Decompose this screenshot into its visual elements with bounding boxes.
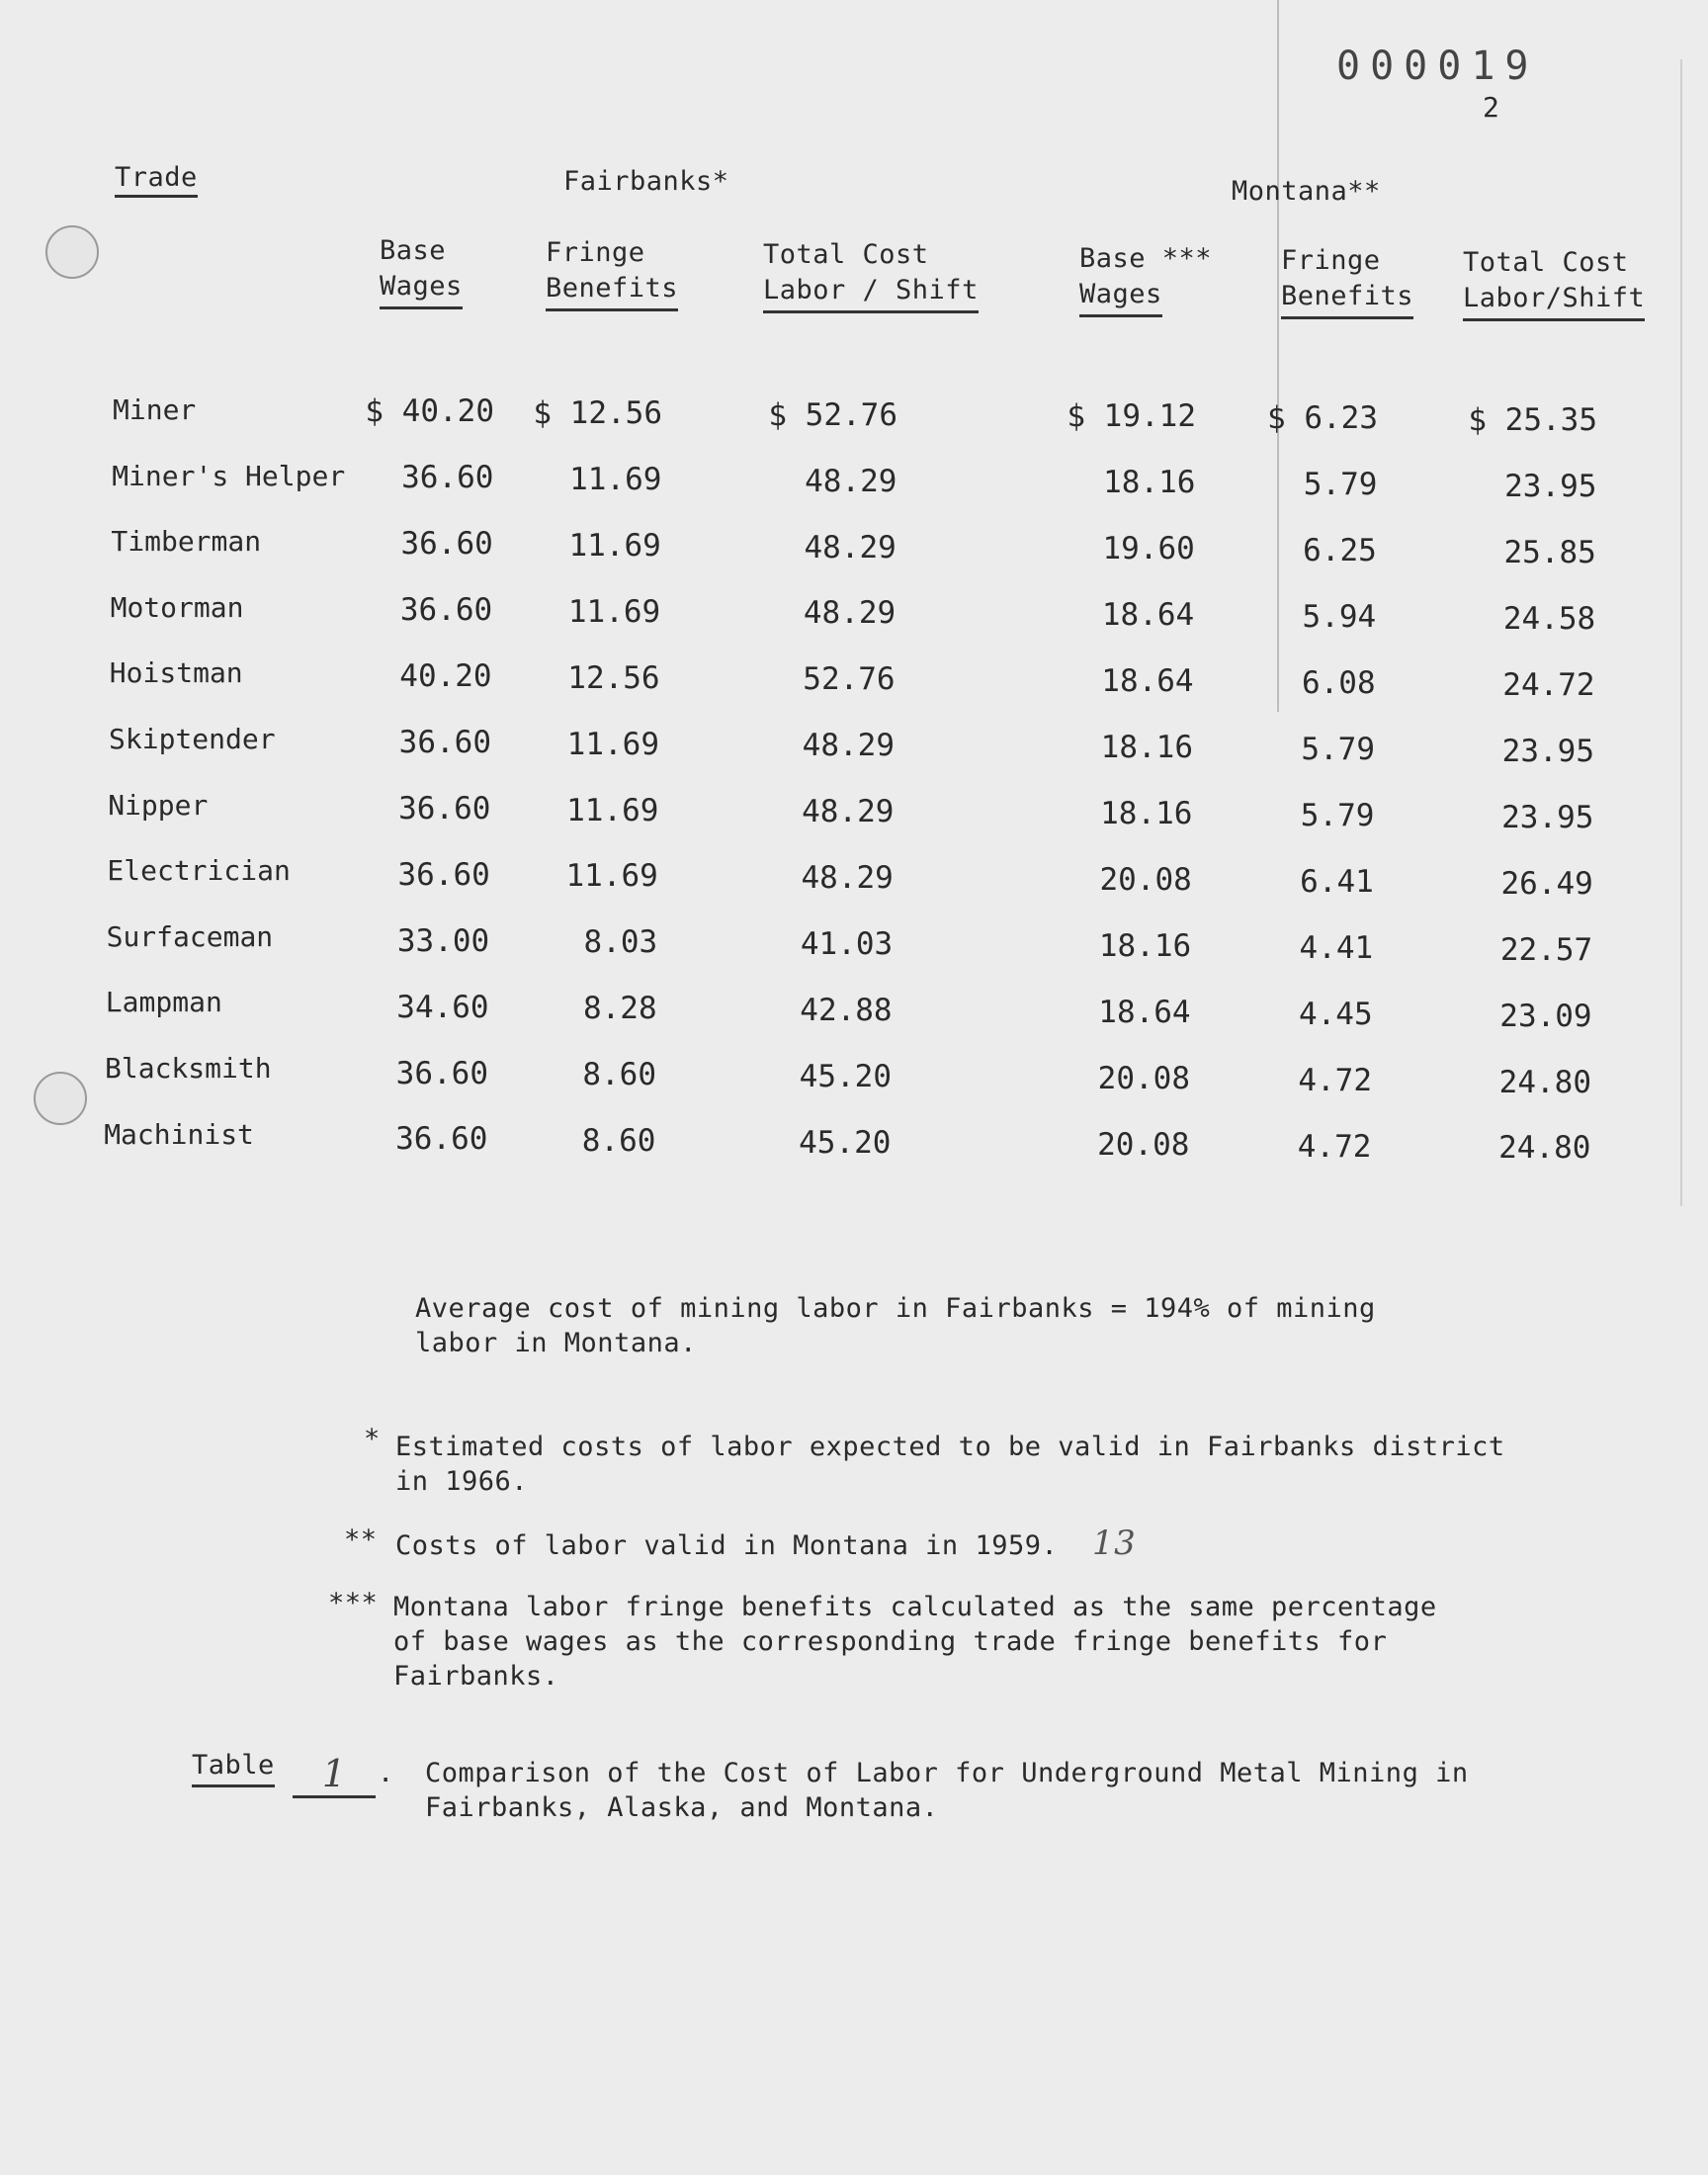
footnote-1-line1: Estimated costs of labor expected to be valid in Fairbanks district [395,1432,1505,1462]
mt-total-value: 24.80 [1498,1130,1591,1167]
footnote-2-mark: ** [344,1524,378,1555]
footnote-1-text [395,1430,1505,1499]
fb-base-value: 34.60 [396,989,489,1025]
fb-total-value: 41.03 [800,926,894,963]
mt-fringe-value: 6.25 [1303,533,1377,569]
fb-base-value: 40.20 [399,657,492,694]
fb-fringe-value: 12.56 [567,659,660,696]
trade-name: Timberman [111,525,262,559]
footnote-3-line1: Montana labor fringe benefits calculated as the same percentage [393,1592,1437,1622]
page-number: 2 [1483,91,1500,124]
fb-total-value: 48.29 [802,794,895,830]
trade-name: Miner's Helper [112,459,346,492]
punch-hole-top [45,225,99,279]
mt-fringe-value: 4.41 [1299,929,1374,966]
mt-fringe-value: 5.79 [1303,467,1378,503]
fb-fringe-value: 11.69 [565,858,658,895]
fb-base-value: 36.60 [398,790,491,826]
footnote-1-mark: * [364,1424,381,1454]
mt-fringe-value: 5.79 [1301,731,1375,767]
fold-line [1277,0,1279,712]
fb-fringe-value: 11.69 [566,792,659,828]
average-note-line2: labor in Montana. [415,1328,697,1358]
mt-total-value: 23.09 [1499,998,1592,1034]
mt-base-value: 18.64 [1101,663,1194,700]
fb-base-value: 33.00 [396,922,490,959]
fb-base-value: 36.60 [400,525,493,562]
mt-fringe-value: 4.72 [1297,1128,1372,1165]
mt-base-value: 18.16 [1100,730,1193,766]
trade-name: Nipper [108,788,209,822]
fb-fringe-value: $ 12.56 [533,394,662,431]
footnote-2-text [395,1523,1137,1563]
fb-fringe-value: 11.69 [568,527,661,564]
footnote-2-handwritten: 13 [1091,1523,1137,1563]
mt-fringe-value: 5.94 [1302,599,1377,636]
mt-fringe-header [1281,243,1413,319]
caption-dot: . [378,1758,394,1788]
trade-name: Machinist [104,1117,254,1151]
fb-fringe-value: 8.60 [581,1123,656,1160]
fairbanks-header: Fairbanks* [563,166,729,197]
mt-fringe-header-line2: Benefits [1281,279,1413,319]
fb-fringe-value: 8.60 [582,1057,656,1093]
trade-name: Electrician [107,854,291,888]
mt-base-value: $ 19.12 [1067,398,1196,435]
mt-base-header [1079,241,1212,317]
fb-fringe-value: 8.28 [582,991,657,1027]
mt-fringe-value: 4.45 [1298,996,1373,1032]
footnote-3-line3: Fairbanks. [393,1661,559,1692]
fb-base-header [380,233,463,309]
mt-total-header [1463,245,1645,321]
footnote-1-line2: in 1966. [395,1466,529,1497]
mt-base-header-line1: Base *** [1079,243,1213,274]
footnote-3-mark: *** [328,1588,379,1618]
mt-base-value: 18.16 [1098,928,1192,964]
fb-base-value: 36.60 [401,459,494,495]
footnote-2-line1: Costs of labor valid in Montana in 1959. [395,1530,1059,1561]
fb-total-value: 45.20 [799,1125,892,1162]
average-note-line1: Average cost of mining labor in Fairbanks = 194% of mining [415,1293,1376,1324]
fb-base-header-line1: Base [380,235,447,266]
mt-total-header-line2: Labor/Shift [1463,281,1645,321]
mt-base-header-line2: Wages [1079,277,1162,317]
page-edge-line [1680,59,1682,1206]
fb-total-value: 48.29 [805,463,897,499]
trade-name: Motorman [110,590,244,624]
fb-total-value: 48.29 [802,728,895,764]
fb-base-value: 36.60 [395,1055,488,1091]
average-note [415,1291,1376,1360]
mt-fringe-header-line1: Fringe [1281,245,1381,276]
mt-base-value: 18.64 [1098,994,1191,1030]
mt-base-value: 18.64 [1101,597,1195,634]
mt-total-value: 24.80 [1498,1064,1591,1100]
mt-total-value: 23.95 [1501,733,1594,769]
mt-fringe-value: 5.79 [1300,797,1375,833]
trade-header: Trade [115,162,198,198]
mt-base-value: 18.16 [1103,465,1196,501]
trade-name: Miner [113,393,197,426]
mt-base-value: 20.08 [1097,1060,1190,1096]
fb-total-value: 52.76 [803,661,896,698]
caption-text [425,1756,1469,1825]
punch-hole-bottom [34,1072,87,1125]
mt-total-value: 23.95 [1504,468,1597,504]
fb-base-value: $ 40.20 [365,393,494,429]
mt-total-value: 24.72 [1502,666,1595,703]
mt-total-header-line1: Total Cost [1463,247,1629,278]
fb-base-value: 36.60 [398,724,491,760]
mt-total-value: 23.95 [1501,799,1594,835]
caption-number-blank [293,1752,376,1798]
mt-fringe-value: 6.08 [1301,665,1376,701]
fb-total-value: 48.29 [803,595,897,632]
fb-fringe-value: 11.69 [567,593,661,630]
mt-base-value: 20.08 [1097,1126,1190,1163]
mt-fringe-value: 6.41 [1300,863,1374,900]
fb-total-header-line1: Total Cost [763,239,929,270]
mt-total-value: 22.57 [1499,931,1593,968]
trade-name: Surfaceman [106,919,274,953]
mt-fringe-value: $ 6.23 [1267,400,1378,437]
fb-base-value: 36.60 [395,1121,488,1158]
fb-fringe-value: 11.69 [566,726,659,762]
trade-name: Skiptender [109,723,276,755]
caption-label: Table [192,1748,275,1787]
footnote-3-text [393,1590,1437,1694]
trade-name: Lampman [105,986,222,1019]
fb-total-value: $ 52.76 [768,396,897,433]
caption-line2: Fairbanks, Alaska, and Montana. [425,1792,939,1823]
fb-fringe-header [546,235,678,311]
fb-total-value: 48.29 [804,529,897,566]
fb-fringe-header-line1: Fringe [546,237,645,268]
mt-total-value: 26.49 [1500,865,1593,902]
document-id: 000019 [1336,44,1539,89]
fb-total-value: 42.88 [800,993,893,1029]
mt-base-value: 19.60 [1102,531,1195,567]
mt-total-value: 24.58 [1502,600,1596,637]
mt-base-value: 20.08 [1099,862,1192,899]
fb-base-value: 36.60 [399,591,493,628]
fb-fringe-header-line2: Benefits [546,271,678,311]
fb-total-header [763,237,979,313]
fb-total-value: 48.29 [801,860,894,897]
mt-base-value: 18.16 [1100,796,1193,832]
mt-fringe-value: 4.72 [1298,1062,1372,1098]
trade-name: Hoistman [109,656,243,690]
fb-total-header-line2: Labor / Shift [763,273,979,313]
caption-line1: Comparison of the Cost of Labor for Underground Metal Mining in [425,1758,1469,1788]
fb-fringe-value: 11.69 [569,461,662,497]
fb-total-value: 45.20 [799,1059,892,1095]
montana-header: Montana** [1232,176,1381,207]
mt-total-value: $ 25.35 [1468,402,1597,438]
fb-base-value: 36.60 [397,856,490,893]
footnote-3-line2: of base wages as the corresponding trade fringe benefits for [393,1626,1388,1657]
trade-name: Blacksmith [105,1052,272,1085]
caption-number: 1 [321,1752,347,1795]
mt-total-value: 25.85 [1503,534,1596,570]
fb-base-header-line2: Wages [380,269,463,309]
fb-fringe-value: 8.03 [583,924,658,961]
